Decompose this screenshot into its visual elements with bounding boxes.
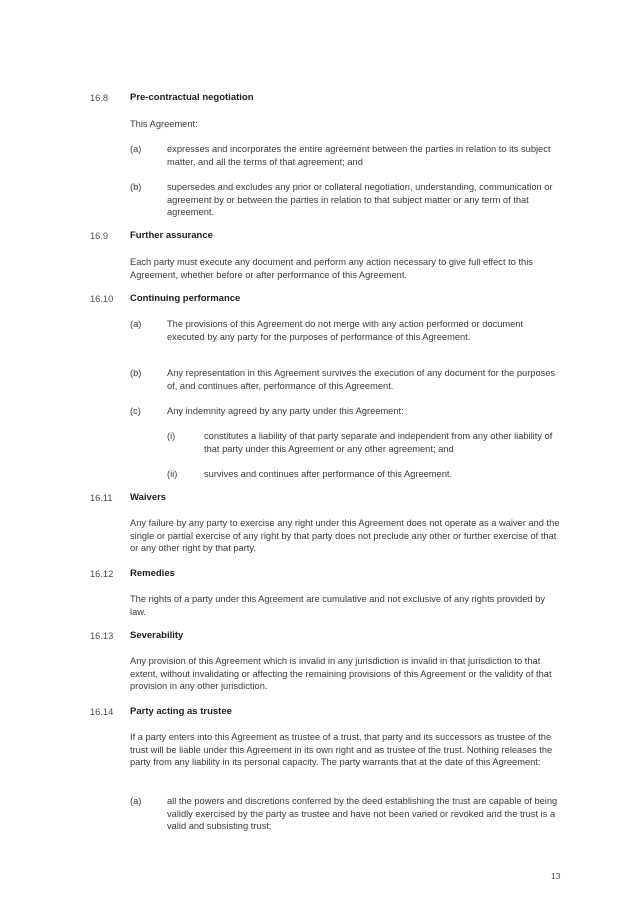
item-label: (a)	[130, 144, 142, 154]
clause-title: Pre-contractual negotiation	[130, 92, 254, 103]
clause-number: 16.8	[90, 93, 109, 103]
item-text: The provisions of this Agreement do not merge with any action performed or document executed by any party for the purposes of performance of this Agreement.	[167, 319, 524, 342]
clause-title: Waivers	[130, 492, 167, 503]
clause-body: The rights of a party under this Agreement are cumulative and not exclusive of any rights provided by law.	[130, 594, 545, 617]
clause-title: Continuing performance	[130, 293, 241, 304]
item-label: (a)	[130, 319, 142, 329]
sub-item-text: constitutes a liability of that party separate and independent from any other liability of that party under this Agreement or any other agreement; and	[204, 431, 553, 454]
sub-item-label: (i)	[167, 431, 176, 441]
clause-number: 16.14	[90, 707, 114, 717]
clause-title: Further assurance	[130, 230, 213, 241]
item-label: (c)	[130, 406, 141, 416]
item-text: supersedes and excludes any prior or collateral negotiation, understanding, communication or agreement by or between the parties in relation to that subject matter or any term of that agreement.	[167, 182, 553, 218]
clause-body: Each party must execute any document and perform any action necessary to give full effect to this Agreement, whether before or after performance of this Agreement.	[130, 257, 533, 280]
clause-intro: This Agreement:	[130, 119, 198, 129]
sub-item-text: survives and continues after performance of this Agreement.	[204, 469, 453, 479]
clause-number: 16.9	[90, 231, 109, 241]
clause-body: Any provision of this Agreement which is invalid in any jurisdiction is invalid in that jurisdiction to that extent, without invalidating or affecting the remaining provisions of this Agreement or the validity of that provision in any other jurisdiction.	[130, 656, 552, 692]
item-label: (b)	[130, 182, 142, 192]
clause-body: Any failure by any party to exercise any right under this Agreement does not operate as a waiver and the single or partial exercise of any right by that party does not preclude any other or further exercise of that or any other right by that party.	[130, 518, 560, 554]
clause-body: If a party enters into this Agreement as trustee of a trust, that party and its successors as trustee of the trust will be liable under this Agreement in its own right and as trustee of the trust. Nothing releases the party from any liability in its personal capacity. The party warrants that at the date of this Agreement:	[130, 732, 553, 768]
sub-item-label: (ii)	[167, 469, 178, 479]
item-text: expresses and incorporates the entire agreement between the parties in relation to its subject matter, and all the terms of that agreement; and	[167, 144, 551, 167]
item-label: (b)	[130, 368, 142, 378]
item-text: Any representation in this Agreement survives the execution of any document for the purposes of, and continues after, performance of this Agreement.	[167, 368, 556, 391]
clause-title: Remedies	[130, 568, 175, 579]
item-text: Any indemnity agreed by any party under this Agreement:	[167, 406, 404, 416]
clause-title: Party acting as trustee	[130, 706, 232, 717]
item-label: (a)	[130, 796, 142, 806]
clause-number: 16.13	[90, 631, 114, 641]
page-number: 13	[551, 871, 561, 881]
clause-number: 16.10	[90, 294, 114, 304]
clause-number: 16.12	[90, 569, 114, 579]
clause-number: 16.11	[90, 493, 113, 503]
item-text: all the powers and discretions conferred by the deed establishing the trust are capable of being validly exercised by the party as trustee and have not been varied or revoked and the trust is a valid and subsisting trust;	[167, 796, 558, 832]
clause-title: Severability	[130, 630, 184, 641]
